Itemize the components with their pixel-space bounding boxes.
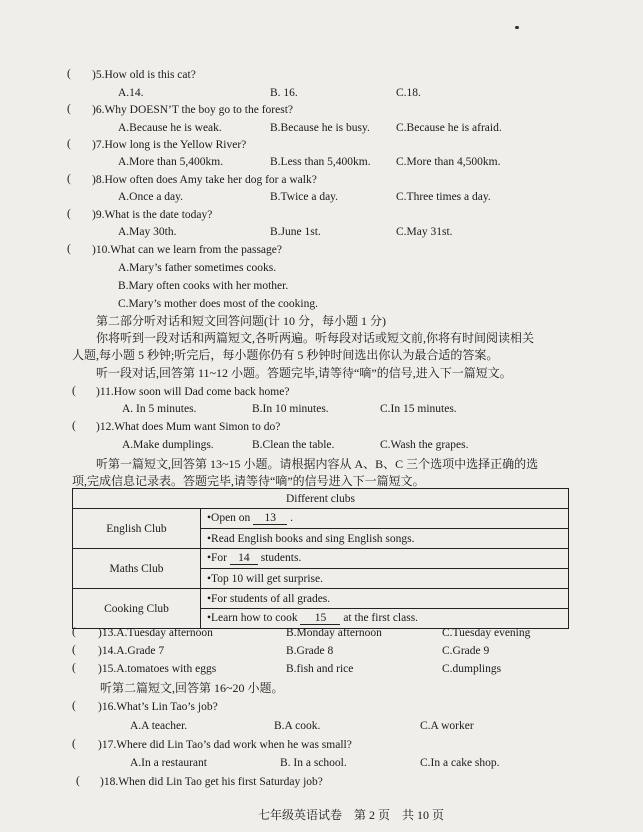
instruction: 听一段对话,回答第 11~12 小题。答题完毕,请等待“嘀”的信号,进入下一篇短文。 bbox=[96, 366, 512, 380]
option-c: C.18. bbox=[396, 87, 421, 99]
option-c: C.Tuesday evening bbox=[442, 627, 531, 639]
question-stem: )17.Where did Lin Tao’s dad work when he was small? bbox=[98, 739, 352, 751]
answer-paren: ( bbox=[72, 700, 76, 712]
blank-13[interactable]: 13 bbox=[253, 512, 287, 525]
question-stem: )6.Why DOESN’T the boy go to the forest? bbox=[92, 104, 293, 116]
option-c: C.In a cake shop. bbox=[420, 757, 500, 769]
option-b: B.Less than 5,400km. bbox=[270, 156, 371, 168]
table-cell: •Read English books and sing English songs. bbox=[201, 529, 569, 549]
option-b: B.Grade 8 bbox=[286, 645, 334, 657]
cell-text: students. bbox=[260, 552, 302, 564]
option-b: B.Monday afternoon bbox=[286, 627, 382, 639]
clubs-table bbox=[72, 488, 569, 629]
blank-14[interactable]: 14 bbox=[230, 552, 258, 565]
option-b: B.In 10 minutes. bbox=[252, 403, 329, 415]
instruction: 听第二篇短文,回答第 16~20 小题。 bbox=[100, 681, 284, 695]
option-c: C.Mary’s mother does most of the cooking. bbox=[118, 298, 318, 310]
option-c: C.Three times a day. bbox=[396, 191, 491, 203]
club-name: Maths Club bbox=[73, 549, 201, 589]
option-a: A.More than 5,400km. bbox=[118, 156, 224, 168]
instruction: 你将听到一段对话和两篇短文,各听两遍。听每段对话或短文前,你将有时间阅读相关 bbox=[96, 331, 535, 345]
blank-15[interactable]: 15 bbox=[300, 612, 340, 625]
instruction: 人题,每小题 5 秒钟;听完后，每小题你仍有 5 秒钟时间选出你认为最合适的答案。 bbox=[72, 348, 499, 362]
page-footer: 七年级英语试卷 第 2 页 共 10 页 bbox=[258, 808, 445, 822]
option-a: A. In 5 minutes. bbox=[122, 403, 197, 415]
question-stem: )15.A.tomatoes with eggs bbox=[98, 663, 217, 675]
option-a: A.Mary’s father sometimes cooks. bbox=[118, 262, 277, 274]
answer-paren: ( bbox=[67, 243, 71, 255]
answer-paren: ( bbox=[67, 138, 71, 150]
option-b: B.June 1st. bbox=[270, 226, 321, 238]
option-a: A.Make dumplings. bbox=[122, 439, 214, 451]
table-cell bbox=[201, 549, 569, 569]
section-title: 第二部分听对话和短文回答问题(计 10 分，每小题 1 分) bbox=[96, 314, 386, 328]
option-a: A.Because he is weak. bbox=[118, 122, 222, 134]
answer-paren: ( bbox=[67, 68, 71, 80]
question-stem: )18.When did Lin Tao get his first Saturday job? bbox=[100, 776, 323, 788]
answer-paren: ( bbox=[72, 738, 76, 750]
instruction: 项,完成信息记录表。答题完毕,请等待“嘀”的信号进入下一篇短文。 bbox=[72, 474, 425, 488]
answer-paren: ( bbox=[72, 420, 76, 432]
question-stem: )16.What’s Lin Tao’s job? bbox=[98, 701, 218, 713]
option-b: B.fish and rice bbox=[286, 663, 354, 675]
option-c: C.May 31st. bbox=[396, 226, 453, 238]
answer-paren: ( bbox=[72, 662, 76, 674]
cell-text: •Open on bbox=[207, 512, 251, 524]
option-b: B.A cook. bbox=[274, 720, 321, 732]
answer-paren: ( bbox=[72, 626, 76, 638]
table-cell: •Top 10 will get surprise. bbox=[201, 569, 569, 589]
option-c: C.Because he is afraid. bbox=[396, 122, 502, 134]
answer-paren: ( bbox=[72, 385, 76, 397]
instruction: 听第一篇短文,回答第 13~15 小题。请根据内容从 A、B、C 三个选项中选择正确的选 bbox=[96, 457, 539, 471]
ink-speck bbox=[515, 26, 519, 29]
option-c: C.More than 4,500km. bbox=[396, 156, 501, 168]
answer-paren: ( bbox=[67, 208, 71, 220]
answer-paren: ( bbox=[76, 775, 80, 787]
question-stem: )5.How old is this cat? bbox=[92, 69, 196, 81]
answer-paren: ( bbox=[67, 103, 71, 115]
table-cell bbox=[201, 509, 569, 529]
table-header: Different clubs bbox=[73, 489, 569, 509]
option-c: C.Wash the grapes. bbox=[380, 439, 469, 451]
option-c: C.dumplings bbox=[442, 663, 502, 675]
option-a: A.14. bbox=[118, 87, 144, 99]
cell-text: . bbox=[290, 512, 293, 524]
answer-paren: ( bbox=[67, 173, 71, 185]
cell-text: at the first class. bbox=[343, 612, 419, 624]
cell-text: •Learn how to cook bbox=[207, 612, 298, 624]
question-stem: )12.What does Mum want Simon to do? bbox=[96, 421, 281, 433]
option-b: B.Clean the table. bbox=[252, 439, 335, 451]
question-stem: )8.How often does Amy take her dog for a walk? bbox=[92, 174, 317, 186]
option-a: A.Once a day. bbox=[118, 191, 184, 203]
question-stem: )10.What can we learn from the passage? bbox=[92, 244, 282, 256]
club-name: English Club bbox=[73, 509, 201, 549]
question-stem: )14.A.Grade 7 bbox=[98, 645, 165, 657]
question-stem: )13.A.Tuesday afternoon bbox=[98, 627, 213, 639]
table-cell: •For students of all grades. bbox=[201, 589, 569, 609]
question-stem: )9.What is the date today? bbox=[92, 209, 213, 221]
option-b: B. In a school. bbox=[280, 757, 347, 769]
answer-paren: ( bbox=[72, 644, 76, 656]
option-a: A.May 30th. bbox=[118, 226, 177, 238]
option-c: C.In 15 minutes. bbox=[380, 403, 457, 415]
option-c: C.A worker bbox=[420, 720, 474, 732]
option-b: B. 16. bbox=[270, 87, 298, 99]
option-c: C.Grade 9 bbox=[442, 645, 490, 657]
option-a: A.In a restaurant bbox=[130, 757, 207, 769]
option-a: A.A teacher. bbox=[130, 720, 188, 732]
option-b: B.Twice a day. bbox=[270, 191, 339, 203]
question-stem: )7.How long is the Yellow River? bbox=[92, 139, 247, 151]
club-name: Cooking Club bbox=[73, 589, 201, 629]
question-stem: )11.How soon will Dad come back home? bbox=[96, 386, 290, 398]
cell-text: •For bbox=[207, 552, 228, 564]
option-b: B.Because he is busy. bbox=[270, 122, 370, 134]
option-b: B.Mary often cooks with her mother. bbox=[118, 280, 289, 292]
